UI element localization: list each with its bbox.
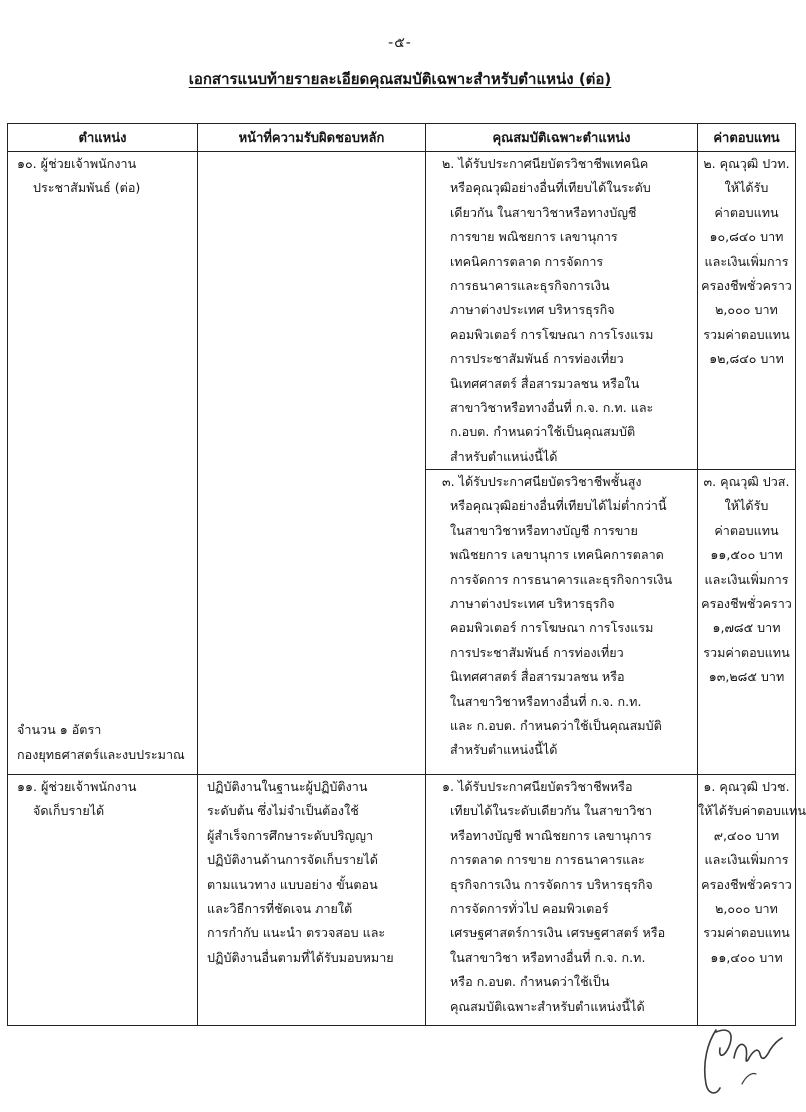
qualification-cell xyxy=(426,775,698,1026)
qualification-line: การประชาสัมพันธ์ การท่องเที่ยว xyxy=(450,351,624,367)
compensation-line: ให้ได้รับ xyxy=(724,180,769,196)
qualification-line: การตลาด การขาย การธนาคารและ xyxy=(450,852,645,868)
compensation-line: ๓. คุณวุฒิ ปวส. xyxy=(703,474,790,490)
compensation-line: ๒. คุณวุฒิ ปวท. xyxy=(703,156,790,171)
compensation-line: และเงินเพิ่มการ xyxy=(704,852,789,868)
qualification-table xyxy=(7,123,806,1026)
duty-line: ปฏิบัติงานด้านการจัดเก็บรายได้ xyxy=(207,852,378,868)
qualification-line: ภาษาต่างประเทศ บริหารธุรกิจ xyxy=(450,596,615,612)
qualification-line: การประชาสัมพันธ์ การท่องเที่ยว xyxy=(450,644,624,660)
compensation-line: ๒,๐๐๐ บาท xyxy=(715,901,778,917)
table-header-row xyxy=(8,124,796,152)
compensation-line: ครองชีพชั่วคราว xyxy=(701,277,792,293)
position-line: ๑๐. ผู้ช่วยเจ้าพนักงาน xyxy=(17,156,137,171)
compensation-line: รวมค่าตอบแทน xyxy=(703,925,790,941)
position-line: จัดเก็บรายได้ xyxy=(33,803,105,819)
position-cell xyxy=(8,775,198,1026)
qualification-line: สำหรับตำแหน่งนี้ได้ xyxy=(450,448,558,464)
compensation-line: ๑๐,๘๔๐ บาท xyxy=(709,229,784,245)
table-row xyxy=(8,775,796,1026)
qualification-cell xyxy=(426,470,698,775)
qualification-line: นิเทศศาสตร์ สื่อสารมวลชน หรือใน xyxy=(450,375,640,391)
qualification-line: เทคนิคการตลาด การจัดการ xyxy=(450,253,604,269)
qualification-line: เดียวกัน ในสาขาวิชาหรือทางบัญชี xyxy=(450,204,637,220)
compensation-cell xyxy=(698,775,806,1026)
qualification-line: หรือทางบัญชี พาณิชยการ เลขานุการ xyxy=(450,827,652,843)
qualification-line: สาขาวิชาหรือทางอื่นที่ ก.จ. ก.ท. และ xyxy=(450,399,654,415)
compensation-line: ค่าตอบแทน xyxy=(714,522,779,538)
duty-line: ระดับต้น ซึ่งไม่จำเป็นต้องใช้ xyxy=(207,803,359,819)
qualification-line: ก.อบต. กำหนดว่าใช้เป็นคุณสมบัติ xyxy=(450,424,636,440)
compensation-line: ๑๓,๒๘๕ บาท xyxy=(708,669,785,685)
compensation-cell xyxy=(698,470,796,775)
qualification-line: พณิชยการ เลขานุการ เทคนิคการตลาด xyxy=(450,547,664,563)
document-title xyxy=(0,67,800,91)
duty-line: ตามแนวทาง แบบอย่าง ขั้นตอน xyxy=(207,876,378,892)
qualification-line: ธุรกิจการเงิน การจัดการ บริหารธุรกิจ xyxy=(450,876,653,892)
compensation-line: ๙,๔๐๐ บาท xyxy=(713,827,780,843)
compensation-line: ๑๑,๕๐๐ บาท xyxy=(710,547,783,563)
compensation-line: ๑. คุณวุฒิ ปวช. xyxy=(703,779,790,795)
qualification-line: ในสาขาวิชาหรือทางอื่นที่ ก.จ. ก.ท. xyxy=(450,693,642,709)
duties-cell xyxy=(198,775,426,1026)
qualification-line: หรือคุณวุฒิอย่างอื่นที่เทียบได้ไม่ต่ำกว่านี้ xyxy=(450,498,667,514)
table-row xyxy=(8,152,796,470)
qualification-line: เศรษฐศาสตร์การเงิน เศรษฐศาสตร์ หรือ xyxy=(450,925,666,941)
qualification-line: คุณสมบัติเฉพาะสำหรับตำแหน่งนี้ได้ xyxy=(450,998,645,1014)
header-position: ตำแหน่ง xyxy=(8,124,198,152)
compensation-line: ๑๑,๔๐๐ บาท xyxy=(710,949,783,965)
qualification-line: การจัดการทั่วไป คอมพิวเตอร์ xyxy=(450,901,609,917)
header-compensation: ค่าตอบแทน xyxy=(698,124,796,152)
qualification-line: ๑. ได้รับประกาศนียบัตรวิชาชีพหรือ xyxy=(442,779,633,795)
duty-line: ผู้สำเร็จการศึกษาระดับปริญญา xyxy=(207,827,374,843)
qualification-line: ในสาขาวิชาหรือทางบัญชี การขาย xyxy=(450,522,638,538)
compensation-line: รวมค่าตอบแทน xyxy=(703,644,790,660)
page-number: -๕- xyxy=(388,35,412,51)
compensation-cell xyxy=(698,152,796,470)
compensation-line: ๑,๗๘๕ บาท xyxy=(712,620,781,636)
position-division: กองยุทธศาสตร์และงบประมาณ xyxy=(17,746,185,762)
compensation-line: และเงินเพิ่มการ xyxy=(704,253,789,269)
qualification-line: การขาย พณิชยการ เลขานุการ xyxy=(450,229,618,245)
position-block xyxy=(8,152,197,769)
qualification-line: ๓. ได้รับประกาศนียบัตรวิชาชีพชั้นสูง xyxy=(442,474,642,490)
qualification-line: และ ก.อบต. กำหนดว่าใช้เป็นคุณสมบัติ xyxy=(450,717,662,733)
duty-line: การกำกับ แนะนำ ตรวจสอบ และ xyxy=(207,925,386,941)
handwritten-signature-icon xyxy=(686,1010,786,1100)
compensation-line: รวมค่าตอบแทน xyxy=(703,326,790,342)
compensation-line: ครองชีพชั่วคราว xyxy=(701,596,792,612)
compensation-line: ให้ได้รับ xyxy=(724,498,769,514)
header-qualifications: คุณสมบัติเฉพาะตำแหน่ง xyxy=(426,124,698,152)
position-footer xyxy=(8,718,197,767)
qualification-line: ๒. ได้รับประกาศนียบัตรวิชาชีพเทคนิค xyxy=(442,156,649,171)
qualification-line: คอมพิวเตอร์ การโฆษณา การโรงแรม xyxy=(450,326,654,342)
qualification-line: สำหรับตำแหน่งนี้ได้ xyxy=(450,742,558,758)
position-line: ๑๑. ผู้ช่วยเจ้าพนักงาน xyxy=(17,779,137,795)
duty-line: และวิธีการที่ชัดเจน ภายใต้ xyxy=(207,901,353,917)
qualification-line: นิเทศศาสตร์ สื่อสารมวลชน หรือ xyxy=(450,669,625,685)
qualification-line: ในสาขาวิชา หรือทางอื่นที่ ก.จ. ก.ท. xyxy=(450,949,646,965)
qualification-cell xyxy=(426,152,698,470)
signature-stroke xyxy=(742,1073,756,1084)
position-count: จำนวน ๑ อัตรา xyxy=(17,722,102,738)
header-duties: หน้าที่ความรับผิดชอบหลัก xyxy=(198,124,426,152)
duty-line: ปฏิบัติงานในฐานะผู้ปฏิบัติงาน xyxy=(207,779,368,795)
qualification-line: การจัดการ การธนาคารและธุรกิจการเงิน xyxy=(450,571,673,587)
qualification-line: หรือ ก.อบต. กำหนดว่าใช้เป็น xyxy=(450,974,610,990)
compensation-line: ครองชีพชั่วคราว xyxy=(701,876,792,892)
position-cell xyxy=(8,152,198,775)
signature-stroke xyxy=(705,1030,782,1093)
compensation-line: ๑๒,๘๔๐ บาท xyxy=(709,351,784,367)
position-line: ประชาสัมพันธ์ (ต่อ) xyxy=(33,180,141,196)
qualification-line: หรือคุณวุฒิอย่างอื่นที่เทียบได้ในระดับ xyxy=(450,180,651,196)
qualification-line: การธนาคารและธุรกิจการเงิน xyxy=(450,277,610,293)
duties-cell xyxy=(198,152,426,775)
document-title-text: เอกสารแนบท้ายรายละเอียดคุณสมบัติเฉพาะสำหรับตำแหน่ง (ต่อ) xyxy=(188,70,612,88)
duty-line: ปฏิบัติงานอื่นตามที่ได้รับมอบหมาย xyxy=(207,949,394,965)
compensation-line: และเงินเพิ่มการ xyxy=(704,571,789,587)
compensation-line: ค่าตอบแทน xyxy=(714,204,779,220)
qualification-line: คอมพิวเตอร์ การโฆษณา การโรงแรม xyxy=(450,620,654,636)
compensation-line: ให้ได้รับค่าตอบแทน xyxy=(698,803,806,819)
compensation-line: ๒,๐๐๐ บาท xyxy=(715,302,778,318)
qualification-line: ภาษาต่างประเทศ บริหารธุรกิจ xyxy=(450,302,615,318)
qualification-line: เทียบได้ในระดับเดียวกัน ในสาขาวิชา xyxy=(450,803,653,819)
